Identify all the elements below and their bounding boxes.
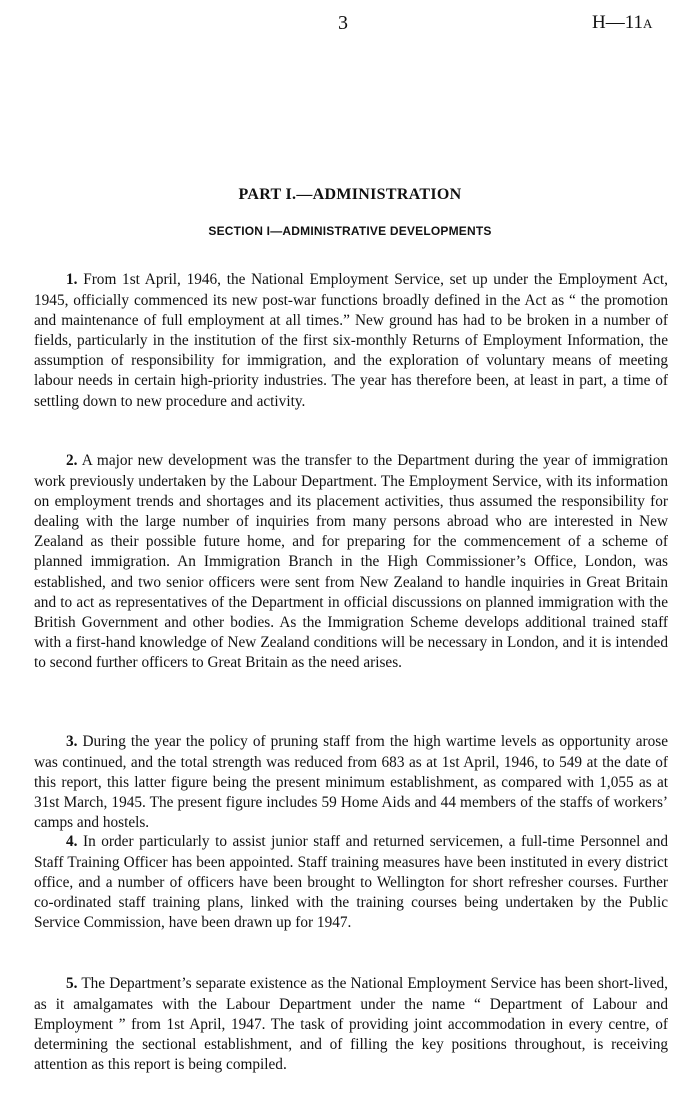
paragraph-1 [34,270,668,411]
section-title: SECTION I—ADMINISTRATIVE DEVELOPMENTS [208,224,492,238]
paragraph-number: 4. [66,833,78,851]
paragraph-text: In order particularly to assist junior staff and returned servicemen, a full-time Personnel and Staff Training Officer has been appointed. Staff training measures have been instituted in every district office, and a number of officers have been brought to Wellington for short refresher courses. Further co-ordinated staff training plans, linked with the training courses being undertaken by the Public Service Commission, have been drawn up for 1947. [34,833,669,932]
paragraph-number: 5. [66,975,78,993]
page-header [0,0,700,40]
paragraph-text: During the year the policy of pruning staff from the high wartime levels as opportunity arose was continued, and the total strength was reduced from 683 as at 1st April, 1946, to 549 at the date of this report, this latter figure being the present minimum establishment, as compared with 1,055 as at 31st March, 1945. The present figure includes 59 Home Aids and 44 members of the staffs of workers’ camps and hostels. [34,733,668,832]
paragraph-2 [34,451,668,673]
paragraph-4 [34,832,668,933]
page-number: 3 [338,12,348,34]
paragraph-number: 1. [66,271,78,289]
paragraph-number: 2. [66,452,78,470]
paragraph-text: A major new development was the transfer to the Department during the year of immigration work previously undertaken by the Labour Department. The Employment Service, with its information on employment trends and shortages and its placement activities, thus assumed the responsibility for dealing with the large number of inquiries from many persons abroad who are interested in New Zealand as their possible future home, and for preparing for the commencement of a scheme of planned immigration. An Immigration Branch in the High Commissioner’s Office, London, was established, and two senior officers were sent from New Zealand to handle inquiries in Great Britain and to act as representatives of the Department in official discussions on planned immigration with the British Government and other bodies. As the Immigration Scheme develops additional trained staff with a first-hand knowledge of New Zealand conditions will be necessary in London, and it is intended to second further officers to Great Britain as the need arises. [34,452,668,672]
paragraph-5 [34,974,668,1075]
document-reference [592,12,652,34]
paragraph-text: From 1st April, 1946, the National Employment Service, set up under the Employment Act, 1945, officially commenced its new post-war functions broadly defined in the Act as “ the promotion and maintenance of full employment at all times.” New ground has had to be broken in a number of fields, particularly in the institution of the first six-monthly Returns of Employment Information, the assumption of responsibility for immigration, and the exploration of voluntary means of meeting labour needs in certain high-priority industries. The year has therefore been, at least in part, a time of settling down to new procedure and activity. [34,271,669,410]
part-title: PART I.—ADMINISTRATION [238,186,462,203]
document-reference-suffix: A [643,16,653,31]
paragraph-3 [34,732,668,833]
paragraph-number: 3. [66,733,78,751]
paragraph-text: The Department’s separate existence as the National Employment Service has been short-lived, as it amalgamates with the Labour Department under the name “ Department of Labour and Employment ” from 1st April, 1947. The task of providing joint accommodation in every centre, of determining the sectional establishment, and of filling the key positions throughout, is receiving attention as this report is being compiled. [34,975,668,1074]
document-reference-main: H—11 [592,12,644,33]
